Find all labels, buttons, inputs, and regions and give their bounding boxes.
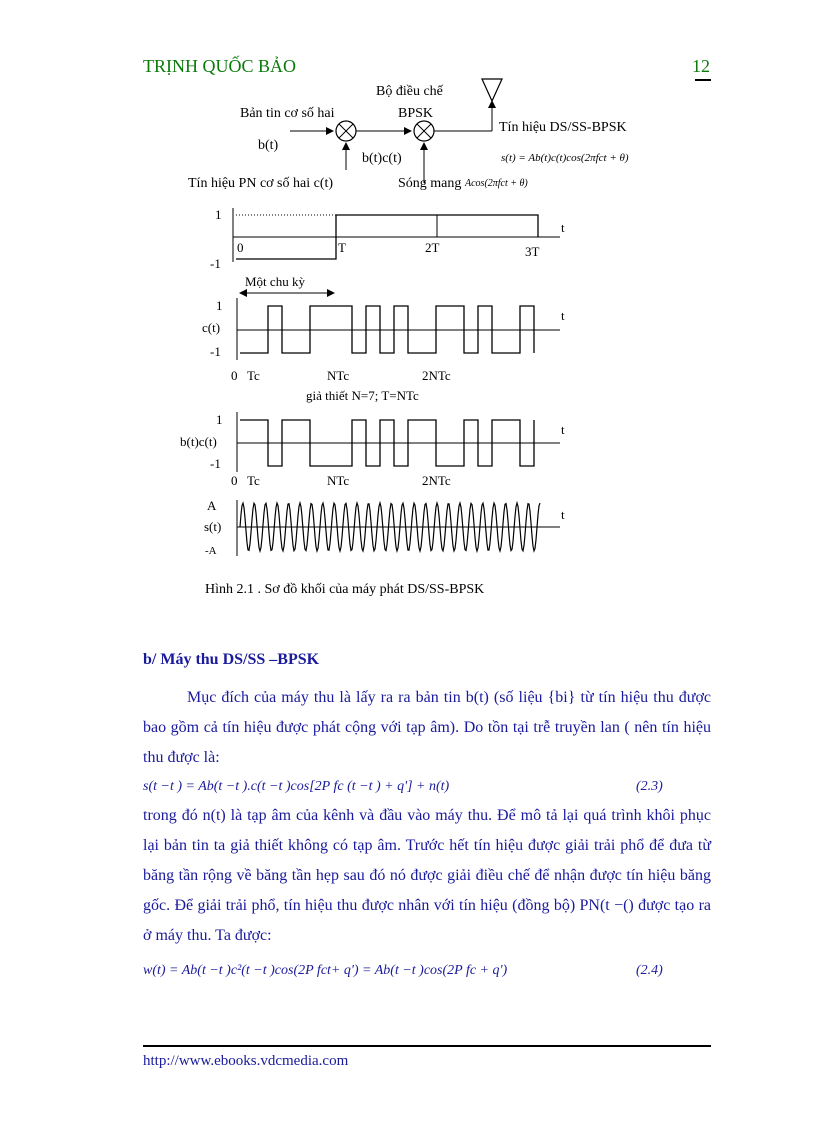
w3-x2n: 2NTc	[422, 473, 451, 488]
w2-x2n: 2NTc	[422, 368, 451, 383]
w2-xn: NTc	[327, 368, 350, 383]
w2-assumption: giả thiết N=7; T=NTc	[306, 388, 419, 403]
w4-top-label: A	[207, 498, 217, 513]
w3-bottom-label: -1	[210, 456, 221, 471]
output-signal-label: Tín hiệu DS/SS-BPSK	[499, 120, 627, 135]
w1-top-label: 1	[215, 207, 222, 222]
figure-caption: Hình 2.1 . Sơ đồ khối của máy phát DS/SS-BPSK	[205, 582, 485, 597]
carrier-label: Sóng mang	[398, 176, 462, 191]
w3-xn: NTc	[327, 473, 350, 488]
w2-ylabel: c(t)	[202, 320, 221, 335]
formula-2-4-number: (2.4)	[636, 963, 663, 978]
w2-xtc: Tc	[247, 368, 260, 383]
w3-top-label: 1	[216, 412, 223, 427]
waveform-btct	[180, 412, 565, 488]
section-heading: b/ Máy thu DS/SS –BPSK	[143, 651, 320, 668]
w1-period-label: Một chu kỳ	[245, 274, 305, 289]
waveform-bt	[210, 207, 565, 293]
paragraph-1: Mục đích của máy thu là lấy ra ra bản tin b(t) (số liệu {bi} từ tín hiệu thu được bao gồm cả tín hiệu được phát cộng với tạp âm). Do tồn tại trễ truyền lan ( nên tín hiệu thu được là:	[143, 689, 711, 766]
w1-x3: 3T	[525, 244, 540, 259]
w2-t-label: t	[561, 308, 565, 323]
bt-label: b(t)	[258, 138, 279, 153]
btct-label: b(t)c(t)	[362, 151, 402, 166]
formula-2-3-number: (2.3)	[636, 779, 663, 794]
w4-ylabel: s(t)	[204, 519, 222, 534]
antenna-icon	[482, 79, 502, 101]
footer-rule	[143, 1045, 711, 1047]
w4-bottom-label: -A	[205, 545, 217, 557]
paragraph-2: trong đó n(t) là tạp âm của kênh và đầu vào máy thu. Để mô tả lại quá trình khôi phục lại bản tin ta giả thiết không có tạp âm. Trước hết tín hiệu được giải trải phổ để đưa từ băng tần rộng về băng tần hẹp sau đó nó được giải điều chế để nhận được tín hiệu băng gốc. Để giải trải phổ, tín hiệu thu được nhân với tín hiệu (đồng bộ) PN(t −() được tạo ra ở máy thu. Ta được:	[143, 807, 711, 944]
w2-bottom-label: -1	[210, 344, 221, 359]
w2-x0: 0	[231, 368, 238, 383]
w2-top-label: 1	[216, 298, 223, 313]
footer-link[interactable]: http://www.ebooks.vdcmedia.com	[143, 1053, 349, 1069]
w3-x0: 0	[231, 473, 238, 488]
block-diagram	[188, 79, 629, 191]
output-equation: s(t) = Ab(t)c(t)cos(2πfct + θ)	[501, 152, 629, 164]
w3-xtc: Tc	[247, 473, 260, 488]
formula-2-3: s(t −t ) = Ab(t −t ).c(t −t )cos[2P fc (t −t ) + q'] + n(t)	[143, 779, 450, 794]
page-number: 12	[692, 56, 710, 76]
w1-x1: T	[338, 240, 346, 255]
modulator-label: Bộ điều chế	[376, 84, 443, 99]
waveform-st	[204, 498, 565, 557]
w3-t-label: t	[561, 422, 565, 437]
carrier-equation: Acos(2πfct + θ)	[465, 178, 528, 189]
w1-x0: 0	[237, 240, 244, 255]
w4-t-label: t	[561, 507, 565, 522]
w1-bottom-label: -1	[210, 256, 221, 271]
pn-signal-label: Tín hiệu PN cơ số hai c(t)	[188, 176, 334, 191]
bpsk-label: BPSK	[398, 106, 434, 121]
waveform-ct	[202, 298, 565, 403]
binary-message-label: Bản tin cơ số hai	[240, 106, 335, 121]
formula-2-4: w(t) = Ab(t −t )c²(t −t )cos(2P fct+ q') = Ab(t −t )cos(2P fc + q')	[143, 963, 508, 978]
w1-x2: 2T	[425, 240, 440, 255]
header-author: TRỊNH QUỐC BẢO	[143, 56, 296, 76]
w3-ylabel: b(t)c(t)	[180, 434, 217, 449]
w1-t-label: t	[561, 220, 565, 235]
